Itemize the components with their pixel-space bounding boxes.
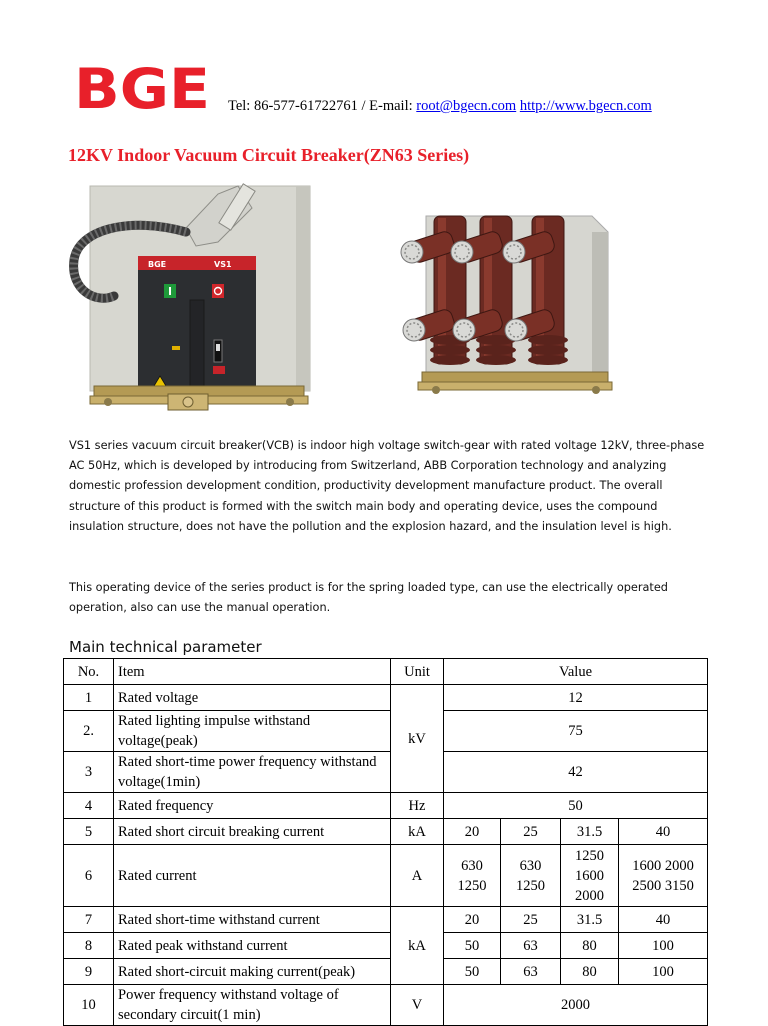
description-paragraph-2: This operating device of the series product is for the spring loaded type, can use the electrically operated operation, also can use the manual operation. — [69, 581, 668, 615]
row-value: 50 — [444, 793, 708, 819]
email-link[interactable]: root@bgecn.com — [416, 98, 517, 114]
row-value: 63 — [501, 933, 561, 959]
row-value: 1600 2000 2500 3150 — [619, 845, 708, 907]
row-item: Rated frequency — [114, 793, 391, 819]
bge-logo — [74, 62, 210, 112]
row-value: 1250 1600 2000 — [561, 845, 619, 907]
row-value: 40 — [619, 819, 708, 845]
row-no: 5 — [64, 819, 114, 845]
row-value: 31.5 — [561, 907, 619, 933]
row-value: 31.5 — [561, 819, 619, 845]
row-item: Rated voltage — [114, 685, 391, 711]
row-item: Power frequency withstand voltage of secondary circuit(1 min) — [114, 985, 391, 1026]
row-value: 63 — [501, 959, 561, 985]
product-title: 12KV Indoor Vacuum Circuit Breaker(ZN63 Series) — [68, 145, 470, 165]
table-row — [64, 752, 708, 793]
description-paragraph-1: VS1 series vacuum circuit breaker(VCB) is indoor high voltage switch-gear with rated voltage 12kV, three-phase AC 50Hz, which is developed by introducing from Switzerland, ABB Corporation technology and analyzing domestic profession development condition, productivity development manufacture product. The overall structure of this product is formed with the switch main body and operating device, uses the compound insulation structure, does not have the pollution and the explosion hazard, and the insulation level is high. — [69, 439, 705, 533]
row-no: 9 — [64, 959, 114, 985]
panel-brand-text: BGE — [148, 260, 167, 269]
row-no: 1 — [64, 685, 114, 711]
row-no: 6 — [64, 845, 114, 907]
header-no: No. — [64, 659, 114, 685]
table-header-row — [64, 659, 708, 685]
row-value: 630 1250 — [444, 845, 501, 907]
breaker-rear-photo — [396, 208, 618, 400]
row-item: Rated current — [114, 845, 391, 907]
row-unit: V — [391, 985, 444, 1026]
row-item: Rated short circuit breaking current — [114, 819, 391, 845]
row-item: Rated short-time withstand current — [114, 907, 391, 933]
row-unit: Hz — [391, 793, 444, 819]
section-heading: Main technical parameter — [69, 638, 262, 656]
row-no: 10 — [64, 985, 114, 1026]
row-value: 75 — [444, 711, 708, 752]
row-value: 20 — [444, 819, 501, 845]
table-row — [64, 959, 708, 985]
table-row — [64, 819, 708, 845]
row-value: 25 — [501, 819, 561, 845]
logo-text: BGE — [74, 62, 210, 112]
row-no: 7 — [64, 907, 114, 933]
parameter-table — [63, 658, 708, 1026]
row-no: 8 — [64, 933, 114, 959]
row-value: 42 — [444, 752, 708, 793]
row-value: 100 — [619, 933, 708, 959]
row-value: 2000 — [444, 985, 708, 1026]
row-value: 50 — [444, 933, 501, 959]
row-unit: A — [391, 845, 444, 907]
email-label: E-mail: — [369, 98, 417, 114]
row-item: Rated lighting impulse withstand voltage(peak) — [114, 711, 391, 752]
row-value: 100 — [619, 959, 708, 985]
table-row — [64, 685, 708, 711]
table-row — [64, 711, 708, 752]
row-value: 40 — [619, 907, 708, 933]
row-item: Rated short-time power frequency withstand voltage(1min) — [114, 752, 391, 793]
panel-model-text: VS1 — [214, 260, 232, 269]
row-no: 3 — [64, 752, 114, 793]
header-item: Item — [114, 659, 391, 685]
table-row — [64, 933, 708, 959]
row-value: 80 — [561, 933, 619, 959]
row-unit: kA — [391, 907, 444, 985]
row-value: 12 — [444, 685, 708, 711]
header-unit: Unit — [391, 659, 444, 685]
table-row — [64, 845, 708, 907]
row-value: 80 — [561, 959, 619, 985]
row-value: 20 — [444, 907, 501, 933]
breaker-front-photo — [68, 180, 318, 420]
contact-line — [228, 98, 652, 115]
row-item: Rated peak withstand current — [114, 933, 391, 959]
table-row — [64, 793, 708, 819]
website-link[interactable]: http://www.bgecn.com — [519, 98, 652, 114]
table-row — [64, 907, 708, 933]
row-unit: kV — [391, 685, 444, 793]
table-row — [64, 985, 708, 1026]
row-no: 2. — [64, 711, 114, 752]
header-value: Value — [444, 659, 708, 685]
row-value: 50 — [444, 959, 501, 985]
row-no: 4 — [64, 793, 114, 819]
row-value: 25 — [501, 907, 561, 933]
tel-text: Tel: 86-577-61722761 / — [228, 98, 370, 114]
row-value: 630 1250 — [501, 845, 561, 907]
row-unit: kA — [391, 819, 444, 845]
row-item: Rated short-circuit making current(peak) — [114, 959, 391, 985]
